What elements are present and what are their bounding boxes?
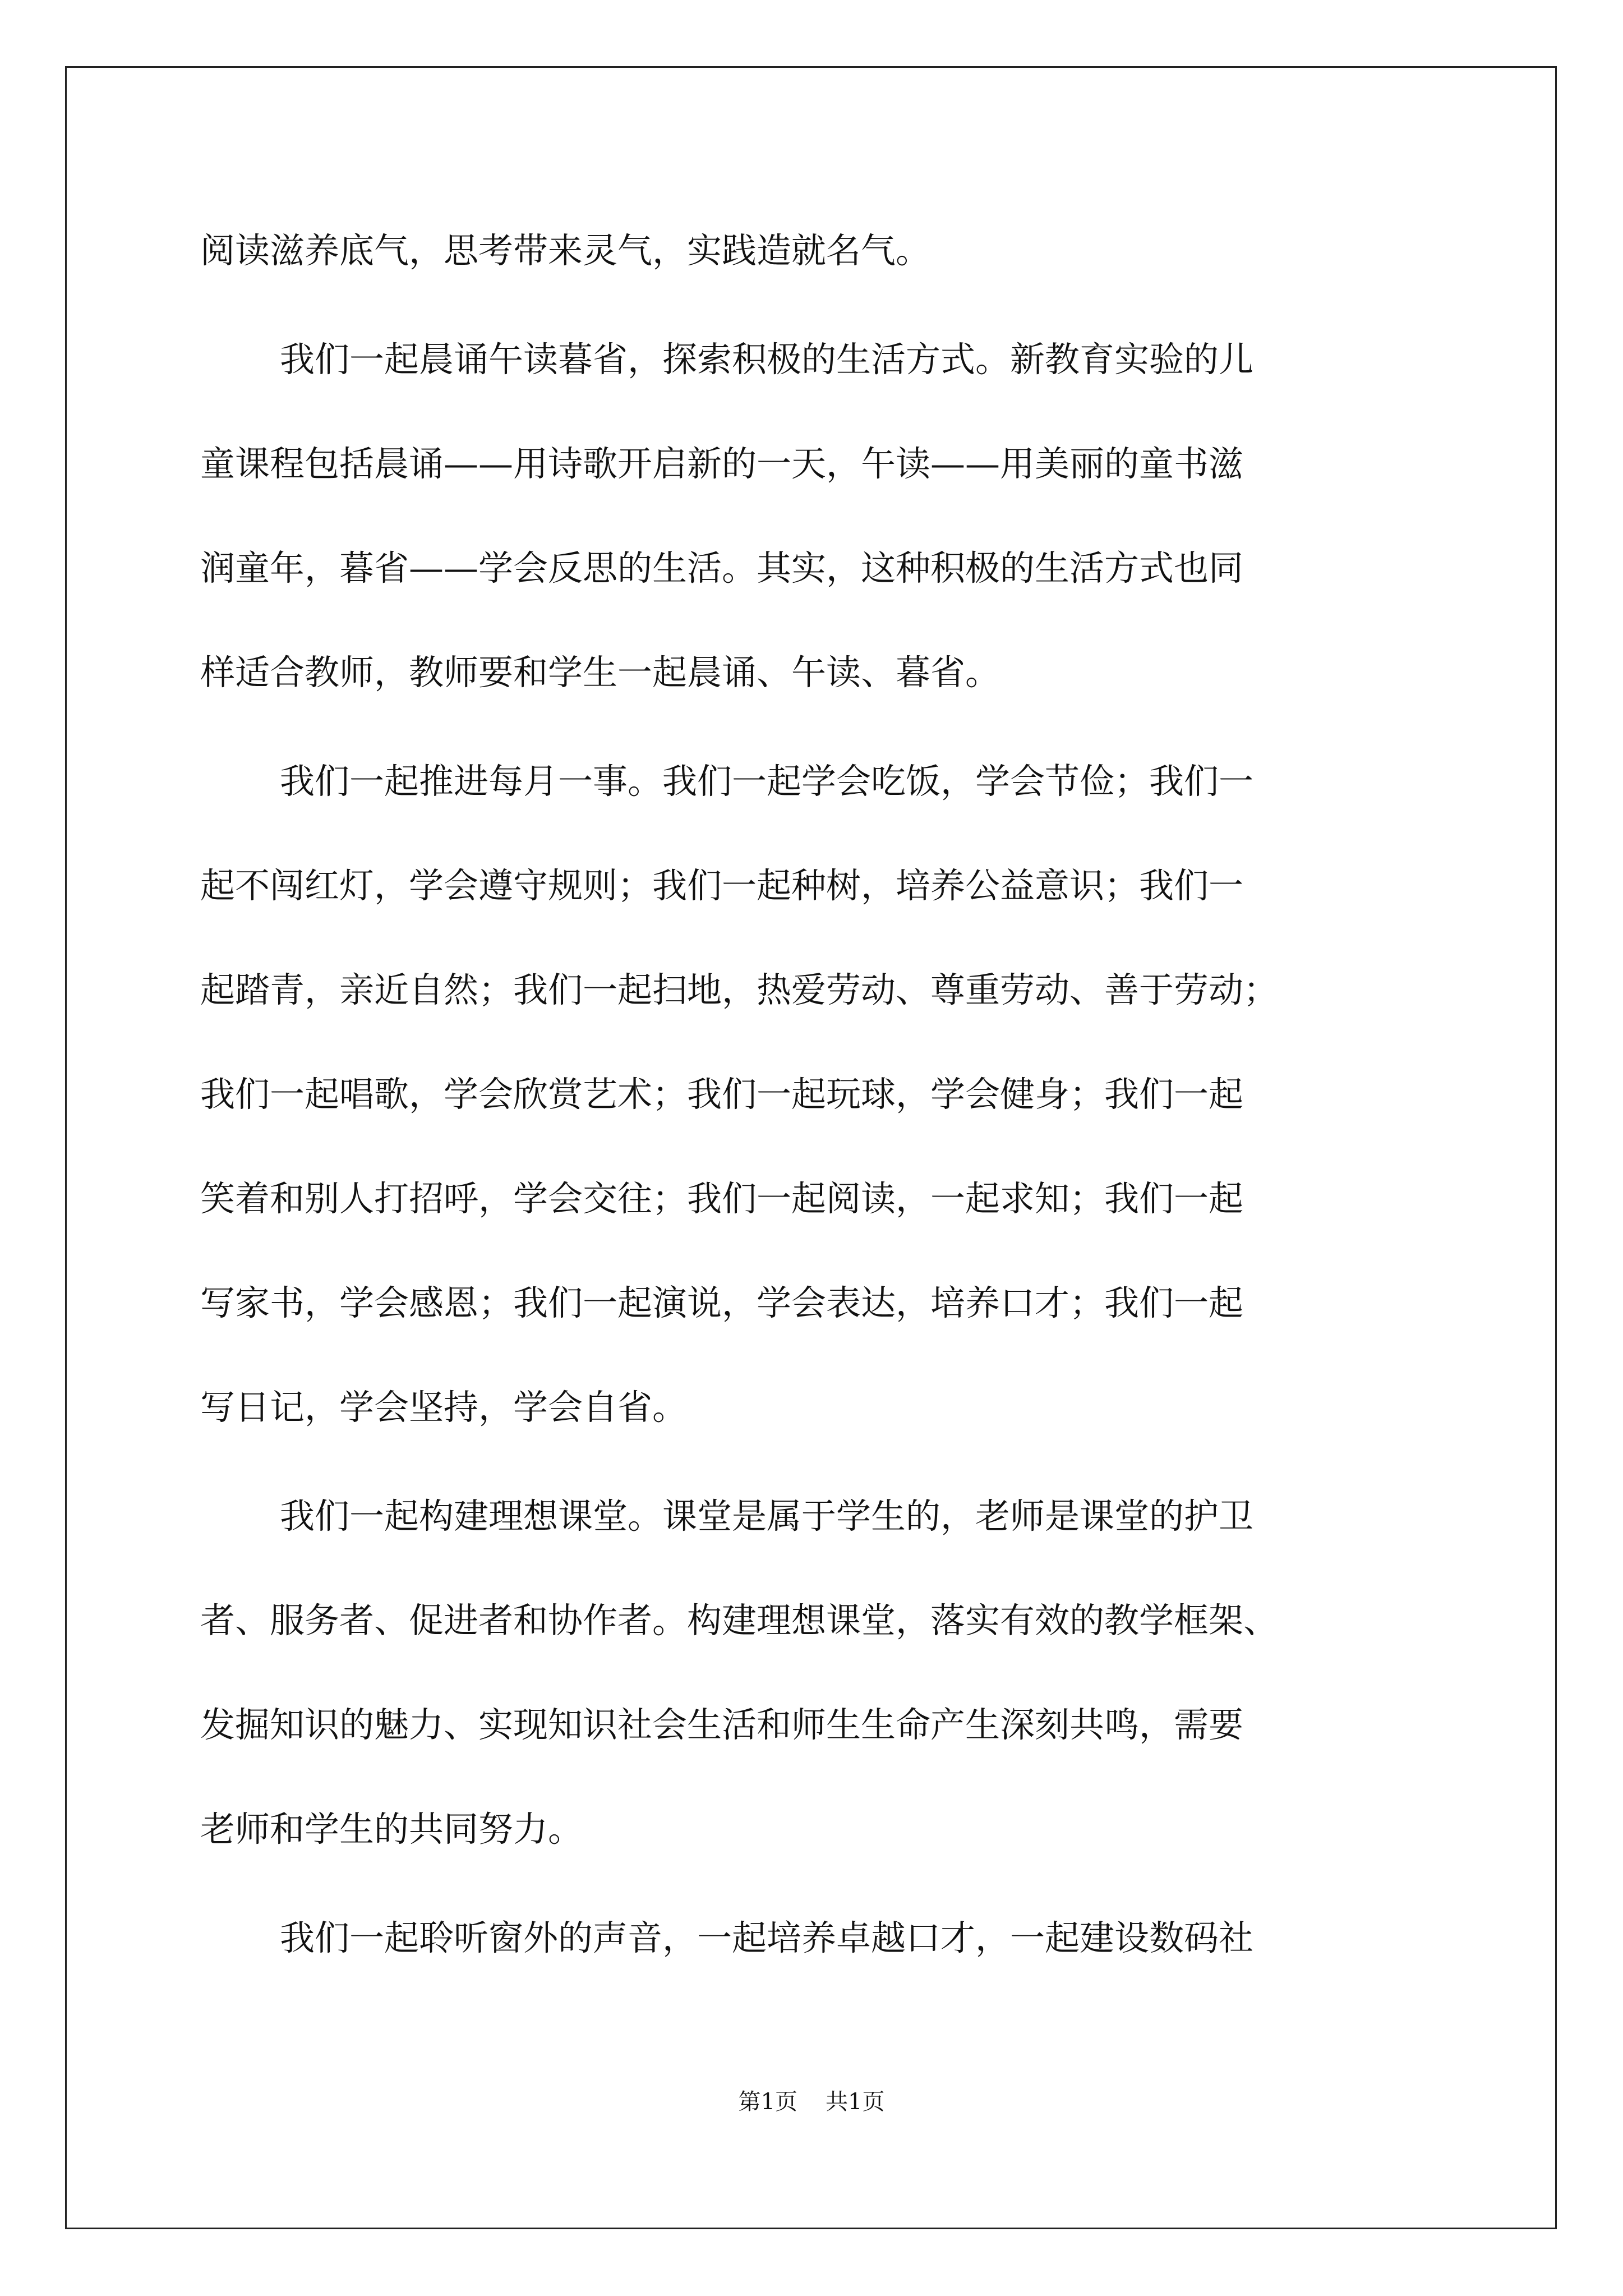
paragraph-start-line: 我们一起推进每月一事。我们一起学会吃饭，学会节俭；我们一	[280, 761, 1254, 802]
page-border	[65, 66, 1557, 2229]
text-line: 写家书，学会感恩；我们一起演说，学会表达，培养口才；我们一起	[200, 1282, 1244, 1323]
text-line: 写日记，学会坚持，学会自省。	[200, 1387, 688, 1428]
text-line: 我们一起唱歌，学会欣赏艺术；我们一起玩球，学会健身；我们一起	[200, 1074, 1244, 1115]
text-line: 起踏青，亲近自然；我们一起扫地，热爱劳动、尊重劳动、善于劳动；	[200, 969, 1279, 1010]
page-footer	[0, 2088, 1623, 2116]
paragraph-start-line: 我们一起晨诵午读暮省，探索积极的生活方式。新教育实验的儿	[280, 339, 1254, 380]
text-line: 阅读滋养底气，思考带来灵气，实践造就名气。	[200, 230, 931, 271]
text-line: 样适合教师，教师要和学生一起晨诵、午读、暮省。	[200, 652, 1000, 693]
page-count: 共1页	[826, 2089, 885, 2115]
text-line: 笑着和别人打招呼，学会交往；我们一起阅读，一起求知；我们一起	[200, 1178, 1244, 1219]
text-line: 童课程包括晨诵——用诗歌开启新的一天，午读——用美丽的童书滋	[200, 443, 1244, 484]
paragraph-start-line: 我们一起构建理想课堂。课堂是属于学生的，老师是课堂的护卫	[280, 1496, 1254, 1536]
text-line: 者、服务者、促进者和协作者。构建理想课堂，落实有效的教学框架、	[200, 1600, 1279, 1641]
text-line: 润童年，暮省——学会反思的生活。其实，这种积极的生活方式也同	[200, 547, 1244, 588]
text-line: 发掘知识的魅力、实现知识社会生活和师生生命产生深刻共鸣，需要	[200, 1704, 1244, 1745]
text-line: 老师和学生的共同努力。	[200, 1809, 583, 1849]
paragraph-start-line: 我们一起聆听窗外的声音，一起培养卓越口才，一起建设数码社	[280, 1917, 1254, 1958]
page-number: 第1页	[738, 2089, 797, 2115]
text-line: 起不闯红灯，学会遵守规则；我们一起种树，培养公益意识；我们一	[200, 865, 1244, 906]
